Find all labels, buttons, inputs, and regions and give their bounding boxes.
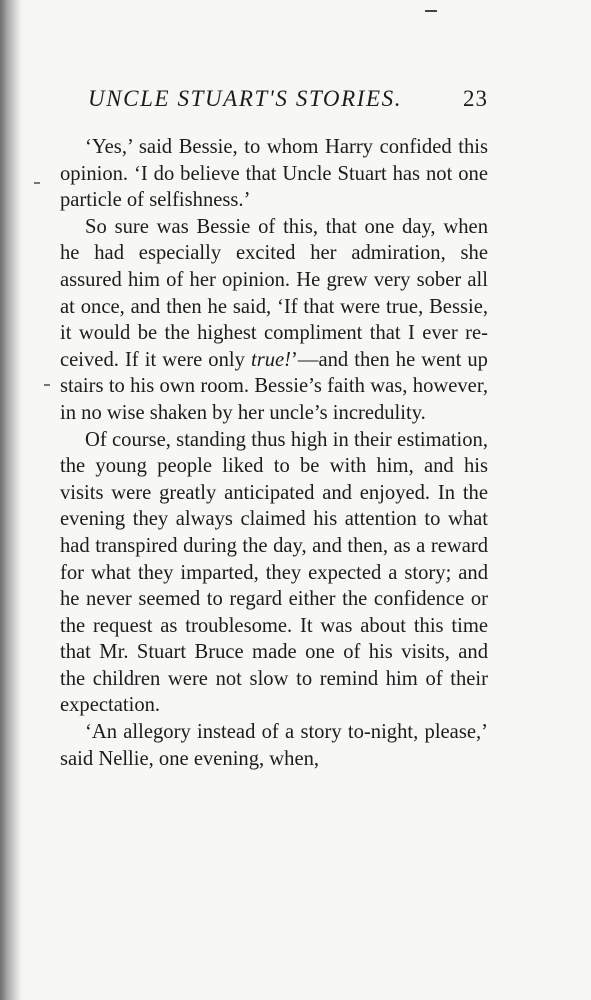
paragraph: ‘Yes,’ said Bessie, to whom Harry confided this opinion. ‘I do believe that Uncle Stuart has not one particle of selfishness.’ bbox=[60, 136, 488, 212]
running-title: UNCLE STUART'S STORIES. bbox=[88, 86, 403, 111]
paragraph: ‘An allegory instead of a story to-night, please,’ said Nellie, one evening, when, bbox=[60, 721, 488, 770]
margin-speck bbox=[34, 182, 40, 184]
book-spine-shadow bbox=[0, 0, 22, 1000]
margin-speck bbox=[44, 384, 50, 386]
book-page bbox=[60, 78, 488, 772]
paragraph: Of course, standing thus high in their estimation, the young people liked to be with him, and his visits were greatly anticipated and enjoyed. In the evening they always claimed his attention to what had transpired during the day, and then, as a reward for what they imparted, they expected a story; and he never seemed to regard either the confidence or the request as troublesome. It was about this time that Mr. Stuart Bruce made one of his visits, and the children were not slow to remind him of their expectation. bbox=[60, 428, 488, 717]
page-speck bbox=[425, 10, 437, 12]
body-text bbox=[60, 134, 488, 772]
running-head bbox=[60, 78, 488, 114]
page-number: 23 bbox=[463, 86, 488, 111]
paragraph: So sure was Bessie of this, that one day, when he had especially excited her admiration, she assured him of her opinion. He grew very sober all at once, and then he said, ‘If that were true, Bessie, it would be the highest compliment that I ever received. If it were only true!’—and then he went up stairs to his own room. Bessie’s faith was, however, in no wise shaken by her uncle’s incredulity. bbox=[60, 215, 488, 424]
emphasis: true! bbox=[250, 348, 292, 371]
